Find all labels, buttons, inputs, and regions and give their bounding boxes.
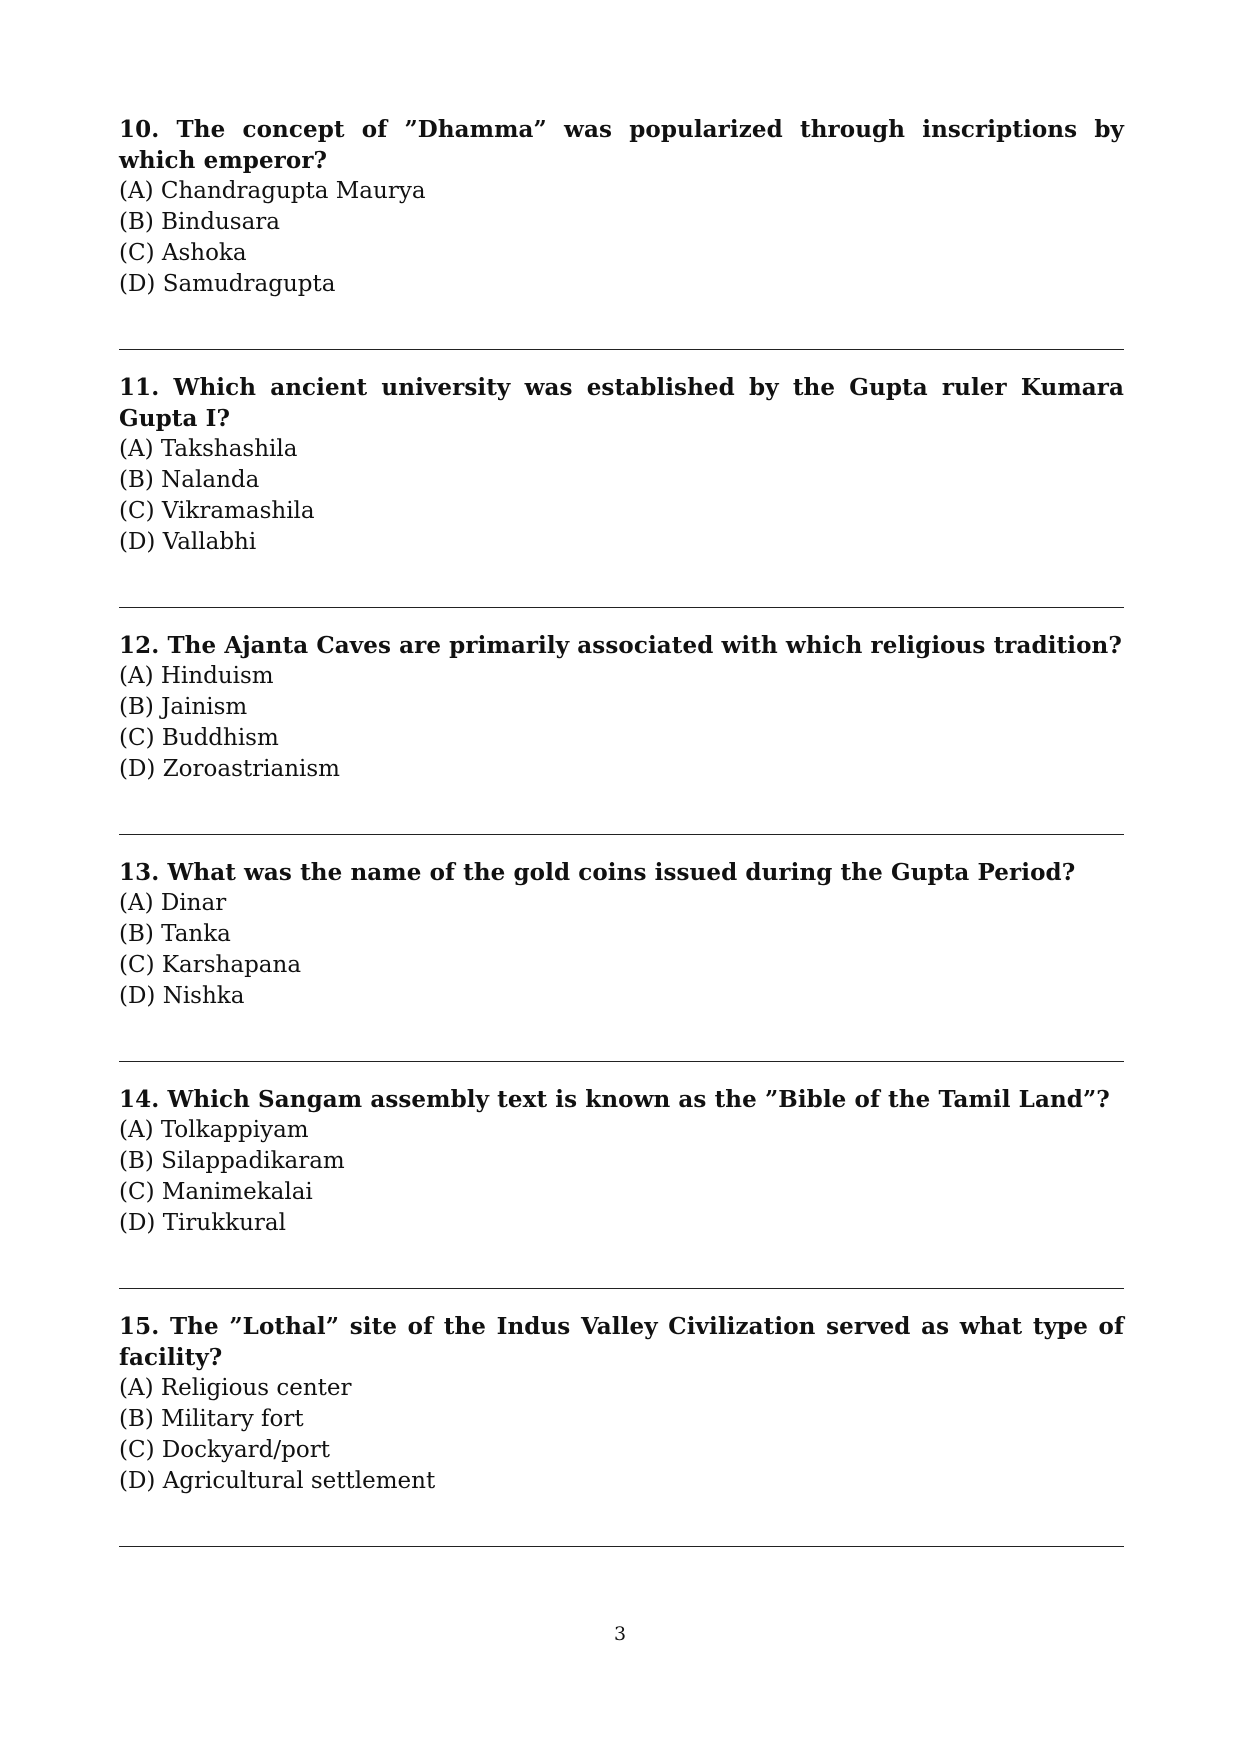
option-c: (C) Karshapana xyxy=(119,952,302,978)
question-number: 12. xyxy=(119,632,160,659)
divider xyxy=(119,834,1124,835)
option-a: (A) Tolkappiyam xyxy=(119,1117,309,1143)
question-11 xyxy=(119,372,1124,558)
option-b: (B) Bindusara xyxy=(119,209,280,235)
question-text xyxy=(119,1084,1124,1115)
option-a: (A) Chandragupta Maurya xyxy=(119,178,426,204)
option-b: (B) Tanka xyxy=(119,921,231,947)
question-prompt: The Ajanta Caves are primarily associated with which religious tradition? xyxy=(167,632,1122,659)
option-a: (A) Hinduism xyxy=(119,663,274,689)
question-text xyxy=(119,630,1124,661)
option-d: (D) Vallabhi xyxy=(119,529,257,555)
question-prompt: Which ancient university was established by the Gupta ruler Kumara Gupta I? xyxy=(119,374,1125,432)
question-14 xyxy=(119,1084,1124,1239)
option-c: (C) Vikramashila xyxy=(119,498,315,524)
option-c: (C) Ashoka xyxy=(119,240,247,266)
option-c: (C) Buddhism xyxy=(119,725,279,751)
divider xyxy=(119,349,1124,350)
option-b: (B) Nalanda xyxy=(119,467,260,493)
divider xyxy=(119,607,1124,608)
question-text xyxy=(119,114,1124,176)
question-prompt: The concept of ”Dhamma” was popularized through inscriptions by which emperor? xyxy=(119,116,1124,174)
option-d: (D) Samudragupta xyxy=(119,271,336,297)
option-list xyxy=(119,1115,1124,1239)
question-number: 10. xyxy=(119,116,160,143)
question-prompt: Which Sangam assembly text is known as the ”Bible of the Tamil Land”? xyxy=(167,1086,1110,1113)
option-b: (B) Silappadikaram xyxy=(119,1148,345,1174)
option-b: (B) Military fort xyxy=(119,1406,304,1432)
question-number: 13. xyxy=(119,859,160,886)
option-list xyxy=(119,1373,1124,1497)
question-number: 14. xyxy=(119,1086,160,1113)
question-text xyxy=(119,857,1124,888)
option-list xyxy=(119,888,1124,1012)
option-d: (D) Tirukkural xyxy=(119,1210,286,1236)
option-list xyxy=(119,176,1124,300)
divider xyxy=(119,1061,1124,1062)
question-text xyxy=(119,372,1124,434)
option-list xyxy=(119,434,1124,558)
option-a: (A) Takshashila xyxy=(119,436,298,462)
question-12 xyxy=(119,630,1124,785)
page-number: 3 xyxy=(613,1623,627,1645)
option-list xyxy=(119,661,1124,785)
option-a: (A) Dinar xyxy=(119,890,227,916)
option-d: (D) Nishka xyxy=(119,983,245,1009)
option-d: (D) Zoroastrianism xyxy=(119,756,340,782)
option-c: (C) Dockyard/port xyxy=(119,1437,330,1463)
question-prompt: What was the name of the gold coins issued during the Gupta Period? xyxy=(167,859,1076,886)
question-number: 15. xyxy=(119,1313,160,1340)
option-d: (D) Agricultural settlement xyxy=(119,1468,436,1494)
option-a: (A) Religious center xyxy=(119,1375,352,1401)
question-15 xyxy=(119,1311,1124,1497)
question-13 xyxy=(119,857,1124,1012)
question-number: 11. xyxy=(119,374,160,401)
question-10 xyxy=(119,114,1124,300)
divider xyxy=(119,1546,1124,1547)
question-prompt: The ”Lothal” site of the Indus Valley Civilization served as what type of facility? xyxy=(119,1313,1124,1371)
divider xyxy=(119,1288,1124,1289)
question-text xyxy=(119,1311,1124,1373)
option-b: (B) Jainism xyxy=(119,694,248,720)
option-c: (C) Manimekalai xyxy=(119,1179,313,1205)
